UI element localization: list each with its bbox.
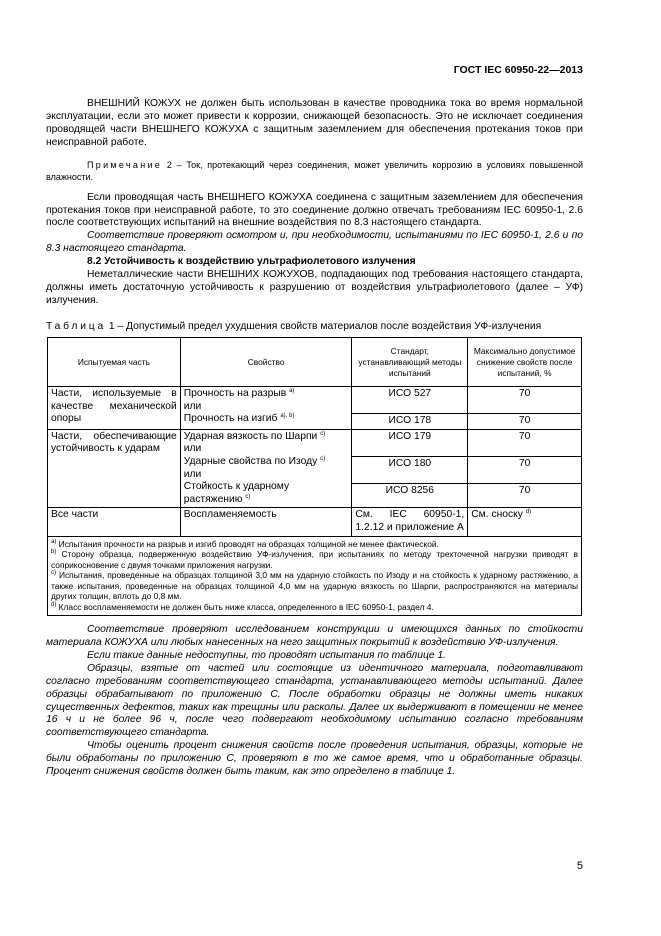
footnote-a	[51, 539, 578, 550]
cell-property-mechanical	[180, 387, 352, 430]
footnote-ref: c)	[245, 493, 251, 500]
uv-degradation-table	[47, 337, 582, 616]
paragraph-no-data: Если такие данные недоступны, то проводят испытания по таблице 1.	[87, 649, 447, 661]
cell-part-impact: Части, обеспечивающие устойчивость к ударам	[48, 429, 181, 508]
footnote-mark: c)	[51, 570, 56, 577]
header-property: Свойство	[180, 338, 352, 387]
footnote-b	[51, 549, 578, 570]
paragraph-enclosure-conductor: ВНЕШНИЙ КОЖУХ не должен быть использован в качестве проводника тока во время нормальной эксплуатации, если это может привести к коррозии, снижающей безопасность. Это не исключает соединения проводящей части ВНЕШНЕГО КОЖУХА с защитным заземлением для обеспечения протекания токов при неисправной работе.	[46, 98, 583, 148]
paragraph-evaluation: Чтобы оценить процент снижения свойств после проведения испытания, образцы, которые не были обработаны по приложению С, проверяют в то же самое время, что и обработанные образцы. Процент снижения свойств должен быть таким, как это определено в таблице 1.	[46, 740, 583, 778]
paragraph-compliance-1: Соответствие проверяют осмотром и, при необходимости, испытаниями по IEC 60950-1, 2.6 и по 8.3 настоящего стандарта.	[46, 230, 583, 255]
page-number: 5	[576, 860, 583, 872]
property-or: или	[183, 400, 202, 412]
note-2	[46, 159, 583, 183]
table-footnotes	[48, 536, 582, 616]
footnote-ref: d)	[525, 509, 532, 516]
header-reduction: Максимально допустимое снижение свойств после испытаний, %	[468, 338, 582, 387]
cell-reduction: 70	[468, 414, 582, 430]
paragraph-earthing: Если проводящая часть ВНЕШНЕГО КОЖУХА соединена с защитным заземлением для обеспечения протекания токов при неисправной работе, то это соединение должно отвечать требованиям IEC 60950-1, 2.6 после соответствующих испытаний на внешние воздействия по 8.3 настоящего стандарта.	[46, 191, 583, 229]
footnote-mark: a)	[51, 538, 57, 545]
table-footnotes-row	[48, 536, 582, 616]
table-caption-text: 1 – Допустимый предел ухудшения свойств материалов после воздействия УФ-излучения	[105, 320, 542, 332]
footnote-ref: c)	[320, 430, 326, 437]
cell-reduction: 70	[468, 387, 582, 414]
cell-standard: ИСО 178	[352, 414, 468, 430]
property-flexural: Прочность на изгиб	[183, 413, 278, 425]
header-part: Испытуемая часть	[48, 338, 181, 387]
cell-part-mechanical: Части, используемые в качестве механической опоры	[48, 387, 181, 430]
property-tensile-impact: Стойкость к ударному растяжению	[183, 481, 290, 505]
paragraph-samples: Образцы, взятые от частей или состоящие из идентичного материала, подготавливают согласно требованиям соответствующего стандарта, устанавливающего методы испытаний. Далее образцы обрабатывают по приложению С. После обработки образцы не должны иметь никаких существенных дефектов, таких как трещины или расколы. Далее их выдерживают в помещении не менее 16 ч и не более 96 ч, после чего подвергают необходимому испытанию согласно требованиям соответствующего стандарта.	[46, 662, 583, 739]
header-standard: Стандарт, устанавливающий методы испытаний	[352, 338, 468, 387]
cell-reduction: 70	[468, 429, 582, 456]
paragraph-compliance-2: Соответствие проверяют исследованием конструкции и имеющихся данных по стойкости материала КОЖУХА или любых нанесенных на него защитных покрытий к воздействию УФ-излучения.	[46, 624, 583, 649]
page-header: ГОСТ IEC 60950-22—2013	[453, 64, 583, 76]
property-tensile: Прочность на разрыв	[183, 388, 287, 400]
footnote-c	[51, 570, 578, 602]
table-row	[48, 387, 582, 414]
cell-standard: См. IEC 60950-1, 1.2.12 и приложение А	[352, 508, 468, 536]
paragraph-uv-requirement: Неметаллические части ВНЕШНИХ КОЖУХОВ, подпадающих под требования настоящего стандарта, должны иметь достаточную устойчивость к разрушению от воздействия ультрафиолетового (далее – УФ) излучения.	[46, 269, 583, 306]
cell-property-impact	[180, 429, 352, 508]
footnote-text: Сторону образца, подверженную воздействию УФ-излучения, при испытаниях по методу трехточечной нагрузки приводят в соприкосновение с двумя точками приложения нагрузки.	[51, 549, 578, 570]
footnote-text: Испытания, проведенные на образцах толщиной 3,0 мм на ударную стойкость по Изоду и на стойкость к ударному растяжению, а также испытания, проведенные на образцах толщиной 4,0 мм на ударную вязкость по Шарпи, распространяются на материалы других толщин, вплоть до 0,8 мм.	[51, 570, 578, 602]
footnote-ref: c)	[320, 456, 326, 463]
cell-part-all: Все части	[48, 508, 181, 536]
cell-property-flammability: Воспламеняемость	[180, 508, 352, 536]
property-or: или	[183, 443, 202, 455]
footnote-ref: a), b)	[280, 413, 295, 420]
table-caption-label: Таблица	[46, 320, 106, 332]
table-row	[48, 429, 582, 456]
property-or: или	[183, 468, 202, 480]
property-charpy: Ударная вязкость по Шарпи	[183, 430, 318, 442]
property-izod: Ударные свойства по Изоду	[183, 456, 318, 468]
page-body	[46, 98, 583, 779]
table-row	[48, 508, 582, 536]
cell-reduction	[468, 508, 582, 536]
table-caption	[46, 321, 583, 334]
section-title: 8.2 Устойчивость к воздействию ультрафиолетового излучения	[87, 256, 416, 268]
cell-reduction: 70	[468, 483, 582, 508]
note-text: 2 – Ток, протекающий через соединения, может увеличить коррозию в условиях повышенной влажности.	[46, 159, 583, 182]
see-footnote: См. сноску	[471, 509, 523, 521]
footnote-text: Испытания прочности на разрыв и изгиб проводят на образцах толщиной не менее фактической.	[56, 538, 439, 549]
footnote-mark: d)	[51, 601, 57, 608]
note-label: Примечание	[87, 159, 163, 170]
cell-standard: ИСО 180	[352, 456, 468, 483]
cell-standard: ИСО 179	[352, 429, 468, 456]
cell-standard: ИСО 8256	[352, 483, 468, 508]
footnote-ref: a)	[289, 388, 295, 395]
table-header-row	[48, 338, 582, 387]
footnote-d	[51, 602, 578, 613]
after-table-text	[46, 624, 583, 779]
cell-reduction: 70	[468, 456, 582, 483]
footnote-text: Класс воспламеняемости не должен быть ниже класса, определенного в IEC 60950-1, раздел 4.	[56, 601, 434, 612]
cell-standard: ИСО 527	[352, 387, 468, 414]
footnote-mark: b)	[51, 549, 57, 556]
